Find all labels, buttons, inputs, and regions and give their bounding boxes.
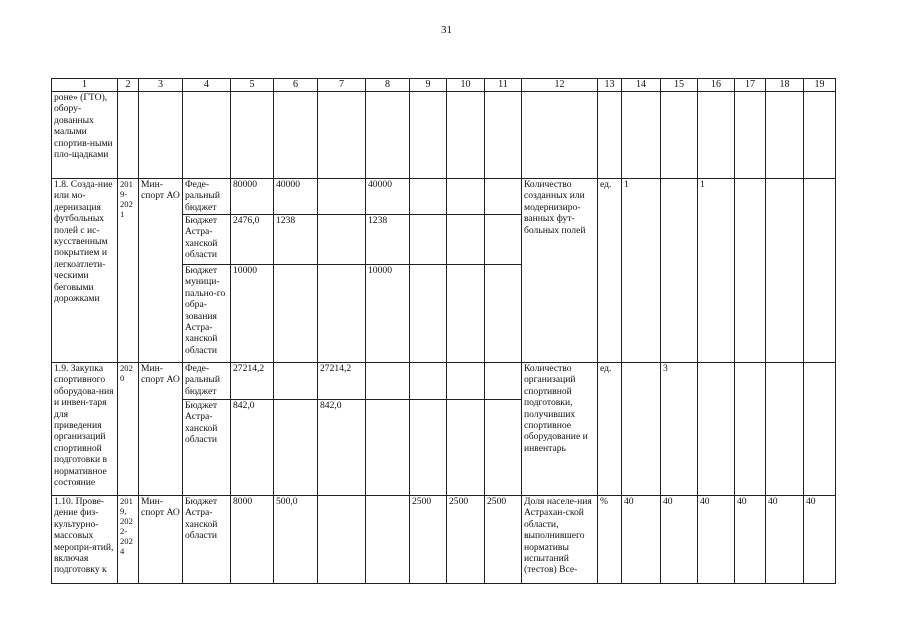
header-cell: 11 <box>485 79 522 92</box>
indicator-cell: Количество созданных или модернизиро-ванных фут-больных полей <box>522 179 598 363</box>
value-cell: 1238 <box>274 215 318 265</box>
value-cell: 10000 <box>366 265 410 363</box>
header-cell: 14 <box>622 79 661 92</box>
measure-name-cell: роне» (ГТО), обору-дованных малыми спортив-ными пло-щадками <box>52 92 118 179</box>
header-cell: 3 <box>139 79 183 92</box>
program-table <box>51 78 836 584</box>
header-cell: 8 <box>366 79 410 92</box>
value-cell <box>274 363 318 400</box>
header-cell: 2 <box>118 79 139 92</box>
value-cell <box>274 400 318 496</box>
value-cell: 40000 <box>366 179 410 215</box>
value-cell: 80000 <box>231 179 274 215</box>
value-cell: 1238 <box>366 215 410 265</box>
header-cell: 17 <box>735 79 766 92</box>
unit-cell: ед. <box>598 363 622 496</box>
source-cell: Феде-ральный бюджет <box>183 179 231 215</box>
value-cell: 40 <box>622 496 661 584</box>
measure-name-cell: 1.10. Прове-дение физ-культурно-массовых меропри-ятий, включая подготовку к <box>52 496 118 584</box>
value-cell: 2500 <box>447 496 485 584</box>
header-cell: 1 <box>52 79 118 92</box>
executor-cell: Мин-спорт АО <box>139 496 183 584</box>
value-cell: 2500 <box>410 496 447 584</box>
measure-name-cell: 1.8. Созда-ние или мо-дернизация футбольных полей с ис-кусственным покрытием и легкоатлети-ческими беговыми дорожками <box>52 179 118 363</box>
value-cell: 842,0 <box>318 400 366 496</box>
header-cell: 7 <box>318 79 366 92</box>
value-cell: 27214,2 <box>318 363 366 400</box>
value-cell: 1 <box>698 179 735 363</box>
continuation-row <box>52 92 836 179</box>
executor-cell: Мин-спорт АО <box>139 179 183 363</box>
source-cell: Бюджет Астра-ханской области <box>183 215 231 265</box>
value-cell <box>318 215 366 265</box>
header-cell: 5 <box>231 79 274 92</box>
source-cell: Феде-ральный бюджет <box>183 363 231 400</box>
indicator-cell: Доля населе-ния Астрахан-ской области, выполнившего нормативы испытаний (тестов) Все- <box>522 496 598 584</box>
value-cell: 27214,2 <box>231 363 274 400</box>
header-cell: 13 <box>598 79 622 92</box>
value-cell: 1 <box>622 179 661 363</box>
table-row <box>52 179 836 215</box>
header-cell: 6 <box>274 79 318 92</box>
source-cell: Бюджет муници-пально-го обра-зования Астра-ханской области <box>183 265 231 363</box>
unit-cell: % <box>598 496 622 584</box>
source-cell: Бюджет Астра-ханской области <box>183 496 231 584</box>
page-number: 31 <box>441 24 452 36</box>
source-cell: Бюджет Астра-ханской области <box>183 400 231 496</box>
header-cell: 15 <box>661 79 698 92</box>
value-cell: 8000 <box>231 496 274 584</box>
value-cell: 10000 <box>231 265 274 363</box>
value-cell: 40 <box>766 496 804 584</box>
header-cell: 18 <box>766 79 804 92</box>
indicator-cell: Количество организаций спортивной подготовки, получивших спортивное оборудование и инвентарь <box>522 363 598 496</box>
header-cell: 19 <box>804 79 836 92</box>
header-cell: 16 <box>698 79 735 92</box>
value-cell <box>318 265 366 363</box>
years-cell: 2019-2021 <box>118 179 139 363</box>
header-cell: 10 <box>447 79 485 92</box>
value-cell: 40 <box>698 496 735 584</box>
header-cell: 9 <box>410 79 447 92</box>
value-cell: 40 <box>735 496 766 584</box>
header-cell: 12 <box>522 79 598 92</box>
table-row <box>52 496 836 584</box>
unit-cell: ед. <box>598 179 622 363</box>
header-cell: 4 <box>183 79 231 92</box>
years-cell: 2019, 2022-2024 <box>118 496 139 584</box>
executor-cell: Мин-спорт АО <box>139 363 183 496</box>
value-cell <box>274 265 318 363</box>
value-cell: 842,0 <box>231 400 274 496</box>
table-row <box>52 363 836 400</box>
value-cell: 500,0 <box>274 496 318 584</box>
years-cell: 2020 <box>118 363 139 496</box>
value-cell: 40000 <box>274 179 318 215</box>
value-cell <box>318 179 366 215</box>
value-cell: 2476,0 <box>231 215 274 265</box>
value-cell <box>366 400 410 496</box>
measure-name-cell: 1.9. Закупка спортивного оборудова-ния и инвен-таря для приведения организаций спортивной подготовки в нормативное состояние <box>52 363 118 496</box>
header-row <box>52 79 836 92</box>
value-cell: 2500 <box>485 496 522 584</box>
value-cell: 40 <box>661 496 698 584</box>
value-cell <box>366 363 410 400</box>
value-cell: 40 <box>804 496 836 584</box>
value-cell: 3 <box>661 363 698 496</box>
